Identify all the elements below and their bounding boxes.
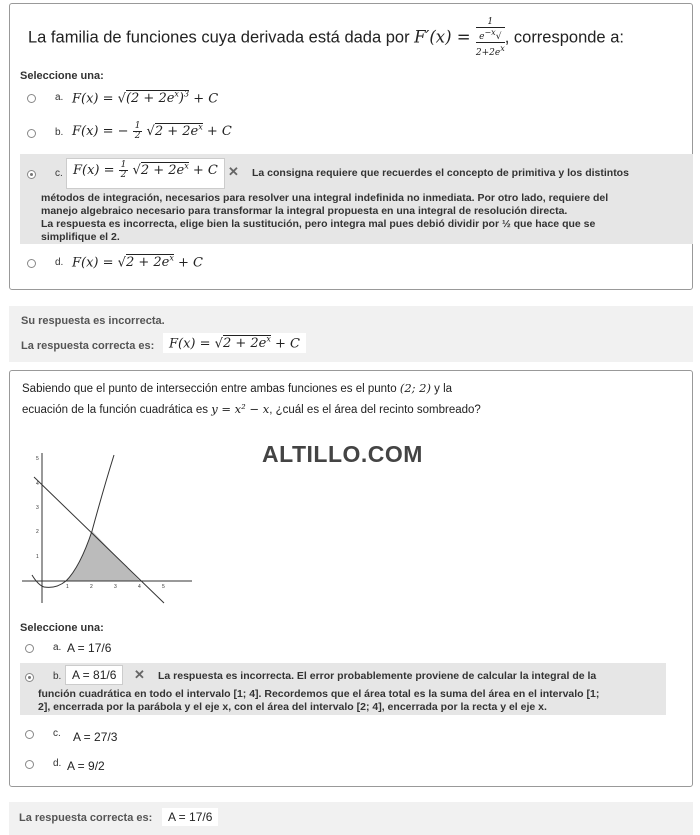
question-1-card: [9, 3, 693, 290]
question-1-title: La familia de funciones cuya derivada está dada por F′(x) = 1 $e^{-x}√$ $2+2e^x$ , corresponde a:: [28, 17, 624, 58]
option-letter: c.: [55, 168, 63, 179]
feedback-line: 2], encerrada por la parábola y el eje x, con el área del intervalo [2; 4], encerrada por la recta y el eje x.: [38, 701, 547, 713]
radio-option-a[interactable]: [27, 94, 36, 103]
option-letter: c.: [53, 728, 61, 739]
feedback-line: La respuesta es incorrecta, elige bien la sustitución, pero integra mal pues debió dividir por ½ que hace que se: [41, 218, 596, 230]
y-tick-label: 5: [36, 456, 39, 462]
option-c-answer[interactable]: F(x) = $\frac{1}{2}$ $√2 + 2e^x + C$: [66, 158, 225, 189]
incorrect-status: Su respuesta es incorrecta.: [21, 315, 165, 327]
select-label: Seleccione una:: [20, 622, 104, 634]
question-2-card: [9, 370, 693, 787]
feedback-line: función cuadrática en todo el intervalo [1; 4]. Recordemos que el área total es la suma del área en el intervalo [1;: [38, 688, 600, 700]
feedback-line: La consigna requiere que recuerdes el concepto de primitiva y los distintos: [252, 167, 629, 179]
x-tick-label: 2: [90, 584, 93, 590]
option-letter: a.: [53, 642, 62, 653]
option-letter: d.: [53, 758, 62, 769]
radio-option-d[interactable]: [25, 760, 34, 769]
question-2-text-line-2: ecuación de la función cuadrática es y = x² − x, ¿cuál es el área del recinto sombreado?: [22, 402, 481, 416]
x-tick-label: 5: [162, 584, 165, 590]
feedback-line: manejo algebraico necesario para transformar la integral propuesta en una integral de resolución directa.: [41, 205, 568, 217]
radio-option-b[interactable]: [25, 673, 34, 682]
feedback-line: simplifique el 2.: [41, 231, 120, 243]
option-a-answer[interactable]: A = 17/6: [67, 641, 112, 655]
option-letter: a.: [55, 92, 64, 103]
correct-answer-value: $F(x) = √2 + 2e^x + C$: [163, 333, 306, 353]
correct-answer-label: La respuesta correcta es:: [21, 340, 155, 352]
radio-option-b[interactable]: [27, 129, 36, 138]
watermark: ALTILLO.COM: [262, 441, 423, 467]
question-2-result: [9, 802, 693, 835]
x-tick-label: 3: [114, 584, 117, 590]
feedback-line: métodos de integración, necesarios para resolver una integral indefinida no inmediata. Por otro lado, requiere del: [41, 192, 609, 204]
y-tick-label: 1: [36, 554, 39, 560]
incorrect-x-icon: ✕: [134, 667, 145, 682]
shaded-region: [66, 531, 140, 581]
question-1-result: [9, 306, 693, 362]
correct-answer-label: La respuesta correcta es:: [19, 812, 153, 824]
radio-option-d[interactable]: [27, 259, 36, 268]
option-c-answer[interactable]: A = 27/3: [73, 730, 118, 744]
option-letter: b.: [53, 671, 62, 682]
option-letter: d.: [55, 257, 64, 268]
line-graph: [34, 477, 164, 603]
option-d-answer[interactable]: $F(x) = √2 + 2e^x + C$: [72, 254, 203, 271]
option-b-answer[interactable]: F(x) = − $\frac{1}{2}$ $√2 + 2e^x + C$: [72, 121, 232, 141]
radio-option-c[interactable]: [25, 730, 34, 739]
x-tick-label: 1: [66, 584, 69, 590]
option-letter: b.: [55, 127, 64, 138]
radio-option-c[interactable]: [27, 170, 36, 179]
radio-option-a[interactable]: [25, 644, 34, 653]
y-tick-label: 4: [36, 481, 39, 487]
x-tick-label: 4: [138, 584, 141, 590]
y-tick-label: 3: [36, 505, 39, 511]
feedback-line: La respuesta es incorrecta. El error probablemente proviene de calcular la integral de la: [158, 670, 597, 682]
option-a-answer[interactable]: $F(x) = √(2 + 2e^x)^3 + C$: [72, 90, 219, 107]
area-graph: [14, 447, 194, 607]
select-label: Seleccione una:: [20, 70, 104, 82]
incorrect-x-icon: ✕: [228, 164, 239, 179]
option-b-answer[interactable]: A = 81/6: [65, 665, 123, 685]
option-d-answer[interactable]: A = 9/2: [67, 759, 105, 773]
correct-answer-value: A = 17/6: [162, 808, 218, 826]
y-tick-label: 2: [36, 529, 39, 535]
question-2-text-line-1: Sabiendo que el punto de intersección entre ambas funciones es el punto (2; 2) y la: [22, 381, 453, 395]
